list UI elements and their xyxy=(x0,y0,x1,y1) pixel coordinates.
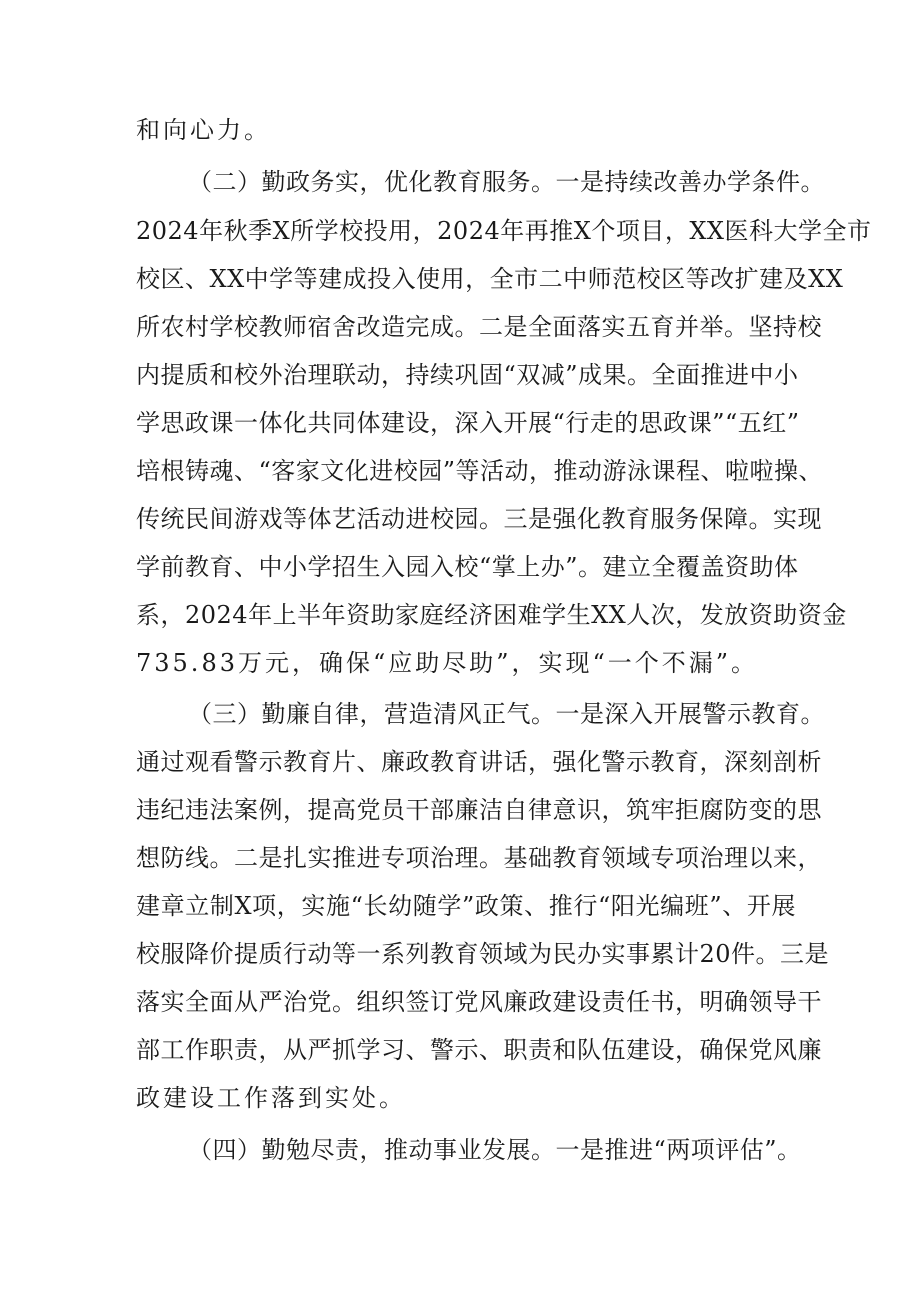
text-line: 系，2024年上半年资助家庭经济困难学生XX人次，发放资助资金 xyxy=(136,601,847,629)
text-line: 建章立制X项，实施“长幼随学”政策、推行“阳光编班”、开展 xyxy=(136,892,796,920)
text-line: 2024年秋季X所学校投用，2024年再推X个项目，XX医科大学全市 xyxy=(136,217,872,245)
text-line: 内提质和校外治理联动，持续巩固“双减”成果。全面推进中小 xyxy=(136,361,799,389)
text-line: 通过观看警示教育片、廉政教育讲话，强化警示教育，深刻剖析 xyxy=(136,748,822,776)
text-line: 学思政课一体化共同体建设，深入开展“行走的思政课”“五红” xyxy=(136,409,800,437)
text-line: 735.83万元，确保“应助尽助”，实现“一个不漏”。 xyxy=(136,649,759,677)
text-line: 想防线。二是扎实推进专项治理。基础教育领域专项治理以来， xyxy=(136,844,822,872)
text-line: 违纪违法案例，提高党员干部廉洁自律意识，筑牢拒腐防变的思 xyxy=(136,796,822,824)
section-heading-line: （二）勤政务实，优化教育服务。一是持续改善办学条件。 xyxy=(188,168,825,196)
text-line: 校服降价提质行动等一系列教育领域为民办实事累计20件。三是 xyxy=(136,940,830,968)
text-line: 落实全面从严治党。组织签订党风廉政建设责任书，明确领导干 xyxy=(136,988,822,1016)
text-line: 传统民间游戏等体艺活动进校园。三是强化教育服务保障。实现 xyxy=(136,505,822,533)
section-heading-line: （四）勤勉尽责，推动事业发展。一是推进“两项评估”。 xyxy=(188,1136,802,1164)
text-line: 部工作职责，从严抓学习、警示、职责和队伍建设，确保党风廉 xyxy=(136,1036,822,1064)
text-line: 培根铸魂、“客家文化进校园”等活动，推动游泳课程、啦啦操、 xyxy=(136,457,824,485)
text-line: 学前教育、中小学招生入园入校“掌上办”。建立全覆盖资助体 xyxy=(136,553,799,581)
text-line: 政建设工作落到实处。 xyxy=(136,1084,406,1112)
section-heading-line: （三）勤廉自律，营造清风正气。一是深入开展警示教育。 xyxy=(188,700,825,728)
text-line: 所农村学校教师宿舍改造完成。二是全面落实五育并举。坚持校 xyxy=(136,313,822,341)
text-line: 和向心力。 xyxy=(136,116,271,144)
text-line: 校区、XX中学等建成投入使用，全市二中师范校区等改扩建及XX xyxy=(136,265,844,293)
